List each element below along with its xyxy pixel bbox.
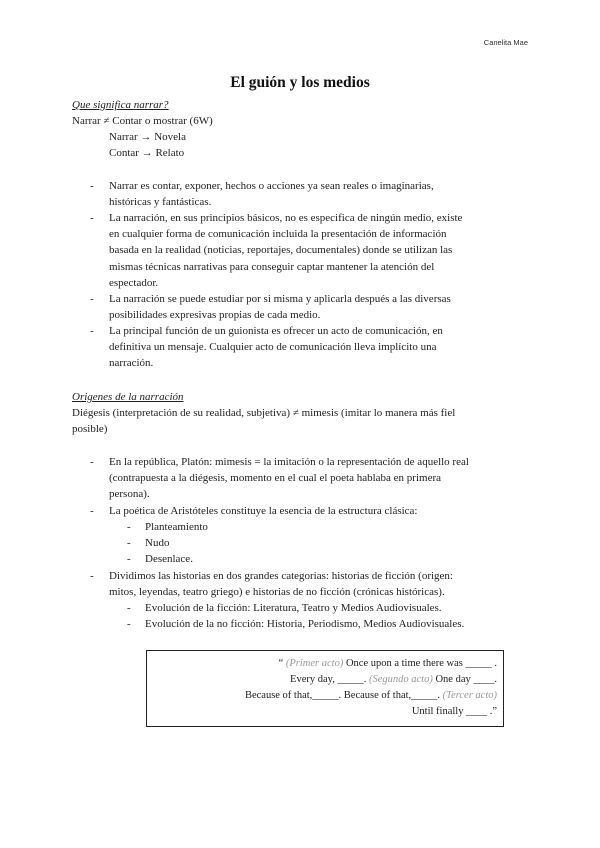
bullet-text: La poética de Aristóteles constituye la esencia de la estructura clásica:	[109, 505, 418, 517]
structure-item: Nudo	[145, 537, 170, 549]
author-name: Canelita Mae	[483, 38, 528, 47]
bullet-dash: -	[90, 570, 94, 582]
act-label: (Primer acto)	[285, 658, 344, 669]
story-line-3: Because of that,_____. Because of that,_____. (Tercer acto)	[244, 690, 497, 701]
bullet-text: La principal función de un guionista es ofrecer un acto de comunicación, en definitiva un mensaje. Cualquier acto de comunicación lleva implícito una narración.	[109, 325, 443, 370]
bullet-text: Narrar es contar, exponer, hechos o acciones ya sean reales o imaginarias, históricas y fantásticas.	[109, 180, 434, 209]
section-heading-narrar: Que significa narrar?	[72, 99, 169, 111]
story-line-1: “ (Primer acto) Once upon a time there was _____ .	[278, 658, 497, 669]
story-line-4: Until finally ____ .”	[411, 706, 497, 717]
act-label: (Segundo acto)	[368, 674, 433, 685]
open-quote: “	[278, 658, 284, 669]
narrar-novela: Narrar → Novela	[109, 131, 186, 143]
sub-bullet-dash: -	[127, 602, 131, 614]
contar-relato: Contar → Relato	[109, 147, 185, 159]
section-heading-origenes: Origenes de la narración	[72, 391, 184, 403]
sub-bullet-dash: -	[127, 618, 131, 630]
diegesis-intro: Diégesis (interpretación de su realidad, subjetiva) ≠ mimesis (imitar lo manera más fiel posible)	[72, 407, 456, 436]
act-label: (Tercer acto)	[442, 690, 497, 701]
structure-item: Planteamiento	[145, 521, 208, 533]
bullet-dash: -	[90, 505, 94, 517]
story-spine-box	[146, 650, 504, 727]
evolution-item: Evolución de la no ficción: Historia, Periodismo, Medios Audiovisuales.	[145, 618, 465, 630]
bullet-text: Dividimos las historias en dos grandes categorias: historias de ficción (origen: mitos, leyendas, teatro griego) e historias de no ficción (crónicas históricas).	[109, 570, 453, 599]
bullet-dash: -	[90, 325, 94, 337]
story-line-2: Every day, _____. (Segundo acto) One day ____.	[290, 674, 497, 685]
bullet-text: La narración se puede estudiar por si misma y aplicarla después a las diversas posibilidades expresivas propias de cada medio.	[109, 293, 451, 322]
structure-item: Desenlace.	[145, 553, 193, 565]
evolution-item: Evolución de la ficción: Literatura, Teatro y Medios Audiovisuales.	[145, 602, 442, 614]
bullet-text: En la república, Platón: mimesis = la imitación o la representación de aquello real (contrapuesta a la diégesis, momento en el cual el poeta hablaba en primera persona).	[109, 456, 469, 501]
bullet-dash: -	[90, 180, 94, 192]
close-quote: ”	[492, 706, 497, 717]
sub-bullet-dash: -	[127, 537, 131, 549]
sub-bullet-dash: -	[127, 553, 131, 565]
bullet-dash: -	[90, 293, 94, 305]
sub-bullet-dash: -	[127, 521, 131, 533]
page-title: El guión y los medios	[230, 74, 370, 91]
bullet-dash: -	[90, 212, 94, 224]
narrar-definition: Narrar ≠ Contar o mostrar (6W)	[72, 115, 213, 127]
bullet-dash: -	[90, 456, 94, 468]
bullet-text: La narración, en sus principios básicos, no es especifica de ningún medio, existe en cualquier forma de comunicación incluida la presentación de información basada en la realidad (noticias, reportajes, documentales) donde se utilizan las mismas técnicas narrativas para conseguir captar mantener la atención del espectador.	[109, 212, 463, 289]
